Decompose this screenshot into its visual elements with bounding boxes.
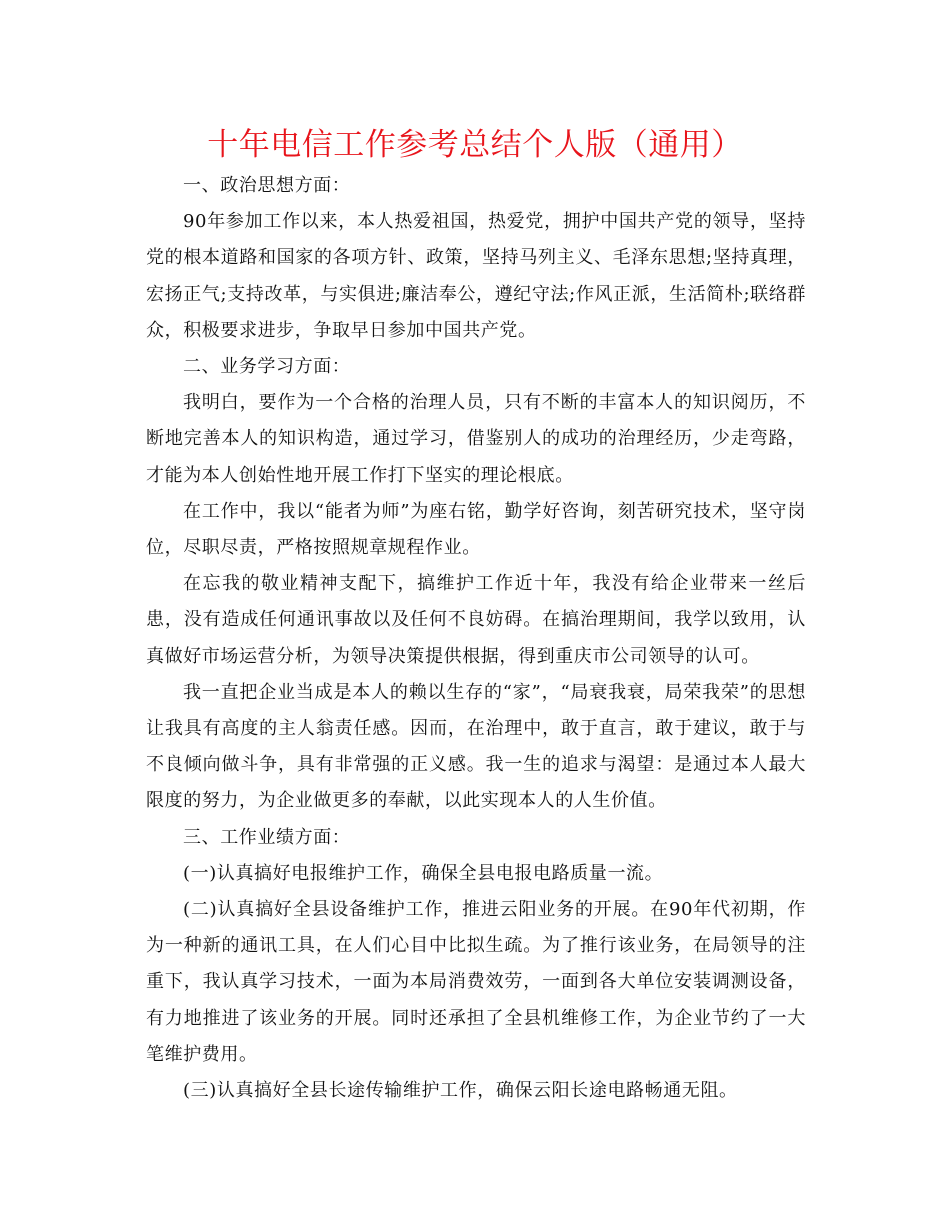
paragraph: 90年参加工作以来，本人热爱祖国，热爱党，拥护中国共产党的领导，坚持党的根本道路和国家的各项方针、政策，坚持马列主义、毛泽东思想;坚持真理，宏扬正气;支持改革，与实俱进;廉洁奉公，遵纪守法;作风正派，生活简朴;联络群众，积极要求进步，争取早日参加中国共产党。 (146, 211, 806, 341)
paragraph: 在忘我的敬业精神支配下，搞维护工作近十年，我没有给企业带来一丝后患，没有造成任何通讯事故以及任何不良妨碍。在搞治理期间，我学以致用，认真做好市场运营分析，为领导决策提供根据，得到重庆市公司领导的认可。 (146, 573, 806, 667)
section-heading-achievements: 三、工作业绩方面： (183, 826, 351, 848)
paragraph: (一)认真搞好电报维护工作，确保全县电报电路质量一流。 (183, 862, 664, 884)
document-title: 十年电信工作参考总结个人版（通用） (207, 127, 743, 163)
paragraph: (二)认真搞好全县设备维护工作，推进云阳业务的开展。在90年代初期，作为一种新的通讯工具，在人们心目中比拟生疏。为了推行该业务，在局领导的注重下，我认真学习技术，一面为本局消费效劳，一面到各大单位安装调测设备，有力地推进了该业务的开展。同时还承担了全县机维修工作，为企业节约了一大笔维护费用。 (146, 899, 806, 1065)
paragraph: (三)认真搞好全县长途传输维护工作，确保云阳长途电路畅通无阻。 (183, 1080, 738, 1102)
paragraph: 我明白，要作为一个合格的治理人员，只有不断的丰富本人的知识阅历，不断地完善本人的知识构造，通过学习，借鉴别人的成功的治理经历，少走弯路，才能为本人创始性地开展工作打下坚实的理论根底。 (146, 392, 806, 486)
paragraph: 在工作中，我以“能者为师”为座右铭，勤学好咨询，刻苦研究技术，坚守岗位，尽职尽责，严格按照规章规程作业。 (146, 500, 806, 559)
paragraph: 我一直把企业当成是本人的赖以生存的“家”，“局衰我衰，局荣我荣”的思想让我具有高度的主人翁责任感。因而，在治理中，敢于直言，敢于建议，敢于与不良倾向做斗争，具有非常强的正义感。我一生的追求与渴望：是通过本人最大限度的努力，为企业做更多的奉献，以此实现本人的人生价值。 (146, 681, 806, 812)
section-heading-study: 二、业务学习方面： (183, 356, 351, 378)
section-heading-politics: 一、政治思想方面： (183, 175, 351, 196)
document-body (146, 168, 806, 1109)
